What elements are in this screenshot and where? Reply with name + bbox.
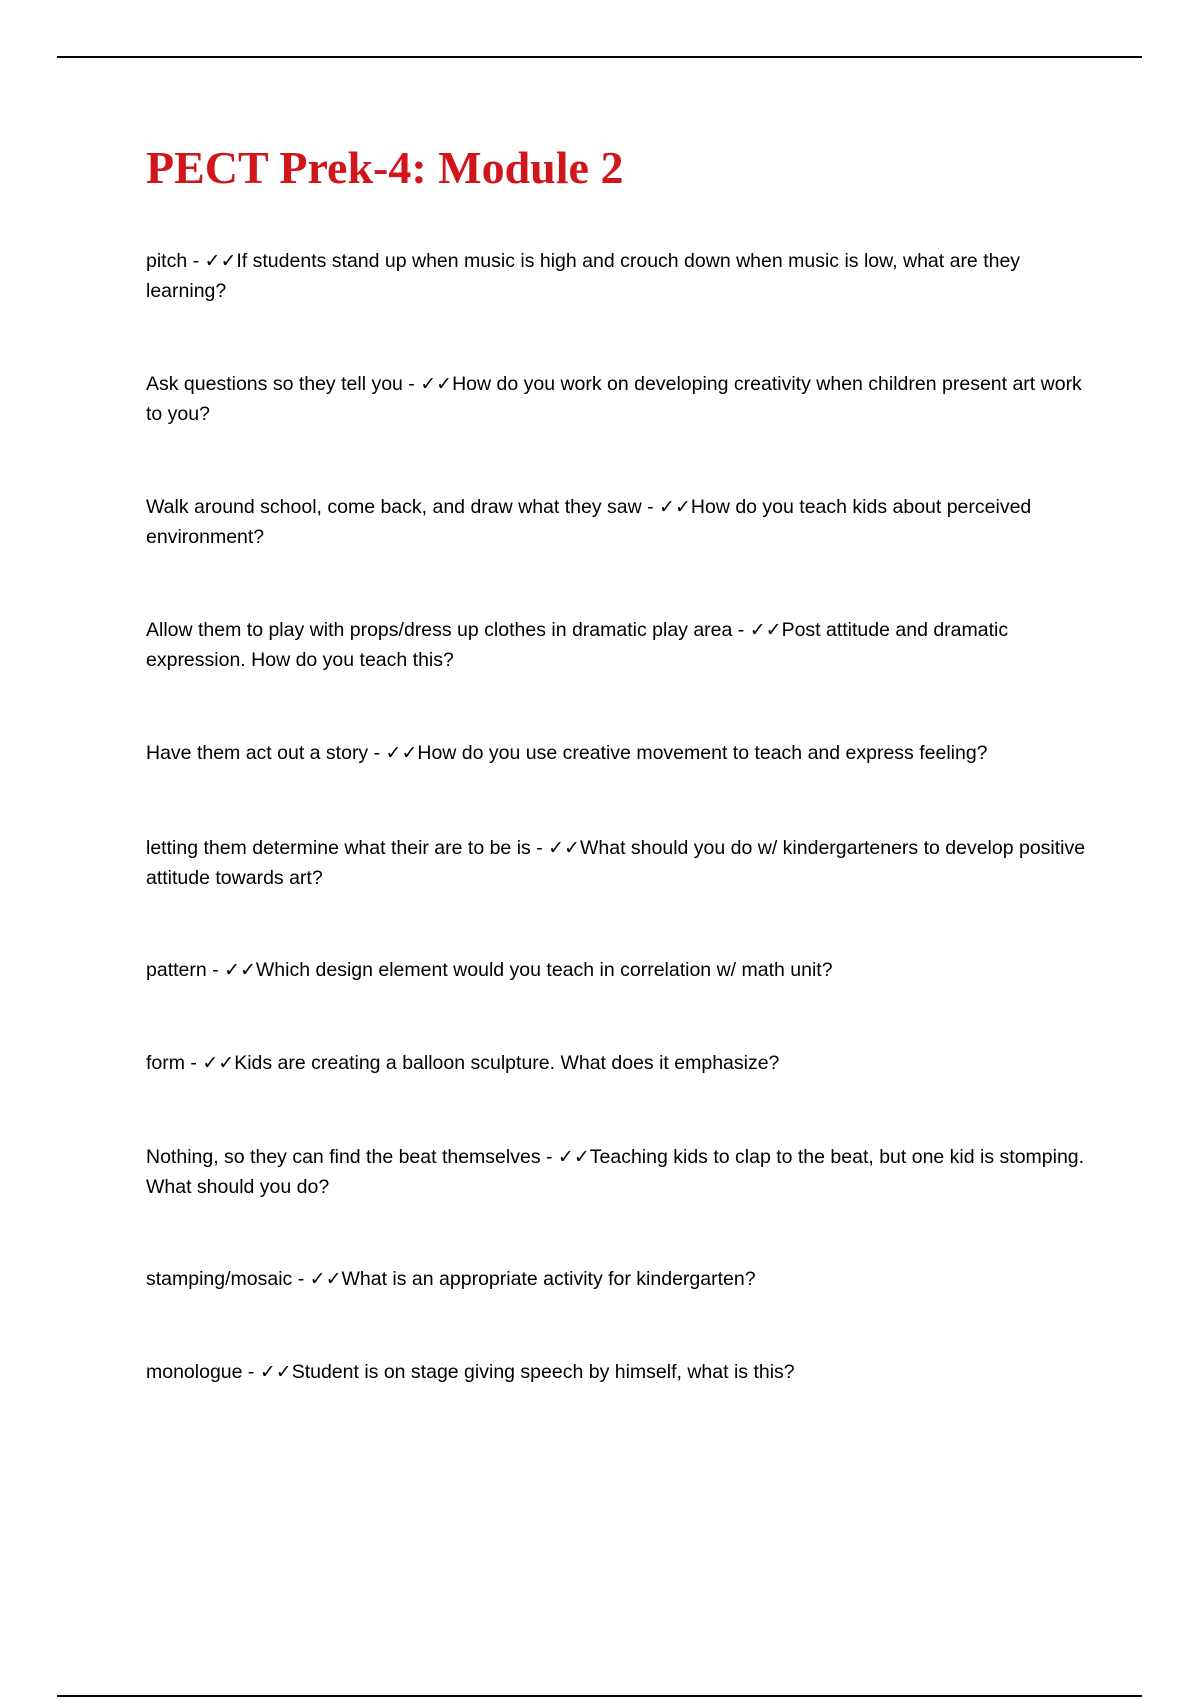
card-answer: monologue [146,1361,243,1383]
card-question: How do you use creative movement to teach and express feeling? [417,742,988,764]
bottom-rule [57,1695,1142,1697]
card-answer: letting them determine what their are to be is [146,837,531,859]
checkmark-icon: ✓✓ [749,619,782,641]
top-rule [57,56,1142,58]
separator: - [368,742,386,764]
separator: - [187,250,205,272]
document-header [146,140,1086,196]
page-title: PECT Prek-4: Module 2 [146,142,624,193]
flashcard-item [146,1048,1086,1078]
checkmark-icon: ✓✓ [659,496,691,518]
separator: - [641,496,660,518]
card-question: Student is on stage giving speech by himself, what is this? [291,1361,795,1383]
checkmark-icon: ✓✓ [385,742,418,764]
flashcard-item [146,246,1086,306]
card-answer: pattern [146,959,207,981]
card-question: What should you do w/ kindergarteners to develop positive attitude towards art? [146,837,1086,889]
checkmark-icon: ✓✓ [202,1052,235,1074]
checkmark-icon: ✓✓ [557,1146,590,1168]
flashcard-item [146,833,1086,893]
card-question: How do you work on developing creativity when children present art work to you? [146,373,1082,425]
separator: - [540,1146,558,1168]
separator: - [402,373,421,395]
card-answer: pitch [146,250,188,272]
flashcard-item [146,738,1086,768]
flashcard-item [146,1142,1086,1202]
card-answer: Walk around school, come back, and draw what they saw [146,496,642,518]
checkmark-icon: ✓✓ [420,373,453,395]
flashcard-item [146,955,1086,985]
checkmark-icon: ✓✓ [259,1361,292,1383]
card-answer: Ask questions so they tell you [146,373,403,395]
card-answer: Nothing, so they can find the beat themselves [146,1146,541,1168]
card-question: Kids are creating a balloon sculpture. What does it emphasize? [234,1052,780,1074]
separator: - [292,1268,310,1290]
separator: - [206,959,225,981]
card-question: Post attitude and dramatic expression. How do you teach this? [146,619,1009,671]
flashcard-item [146,1357,1086,1387]
card-answer: Have them act out a story [146,742,369,764]
separator: - [530,837,549,859]
flashcard-item [146,369,1086,429]
separator: - [242,1361,260,1383]
separator: - [185,1052,203,1074]
flashcard-item [146,1264,1086,1294]
card-question: How do you teach kids about perceived environment? [146,496,1032,548]
card-answer: Allow them to play with props/dress up clothes in dramatic play area [146,619,733,641]
card-question: What is an appropriate activity for kindergarten? [341,1268,756,1290]
checkmark-icon: ✓✓ [204,250,237,272]
flashcard-item [146,615,1086,675]
card-answer: stamping/mosaic [146,1268,293,1290]
checkmark-icon: ✓✓ [548,837,580,859]
separator: - [732,619,750,641]
flashcard-item [146,492,1086,552]
checkmark-icon: ✓✓ [224,959,256,981]
card-question: If students stand up when music is high and crouch down when music is low, what are they learning? [146,250,1021,302]
card-question: Which design element would you teach in correlation w/ math unit? [255,959,833,981]
checkmark-icon: ✓✓ [309,1268,342,1290]
card-question: Teaching kids to clap to the beat, but one kid is stomping. What should you do? [146,1146,1085,1198]
card-answer: form [146,1052,185,1074]
